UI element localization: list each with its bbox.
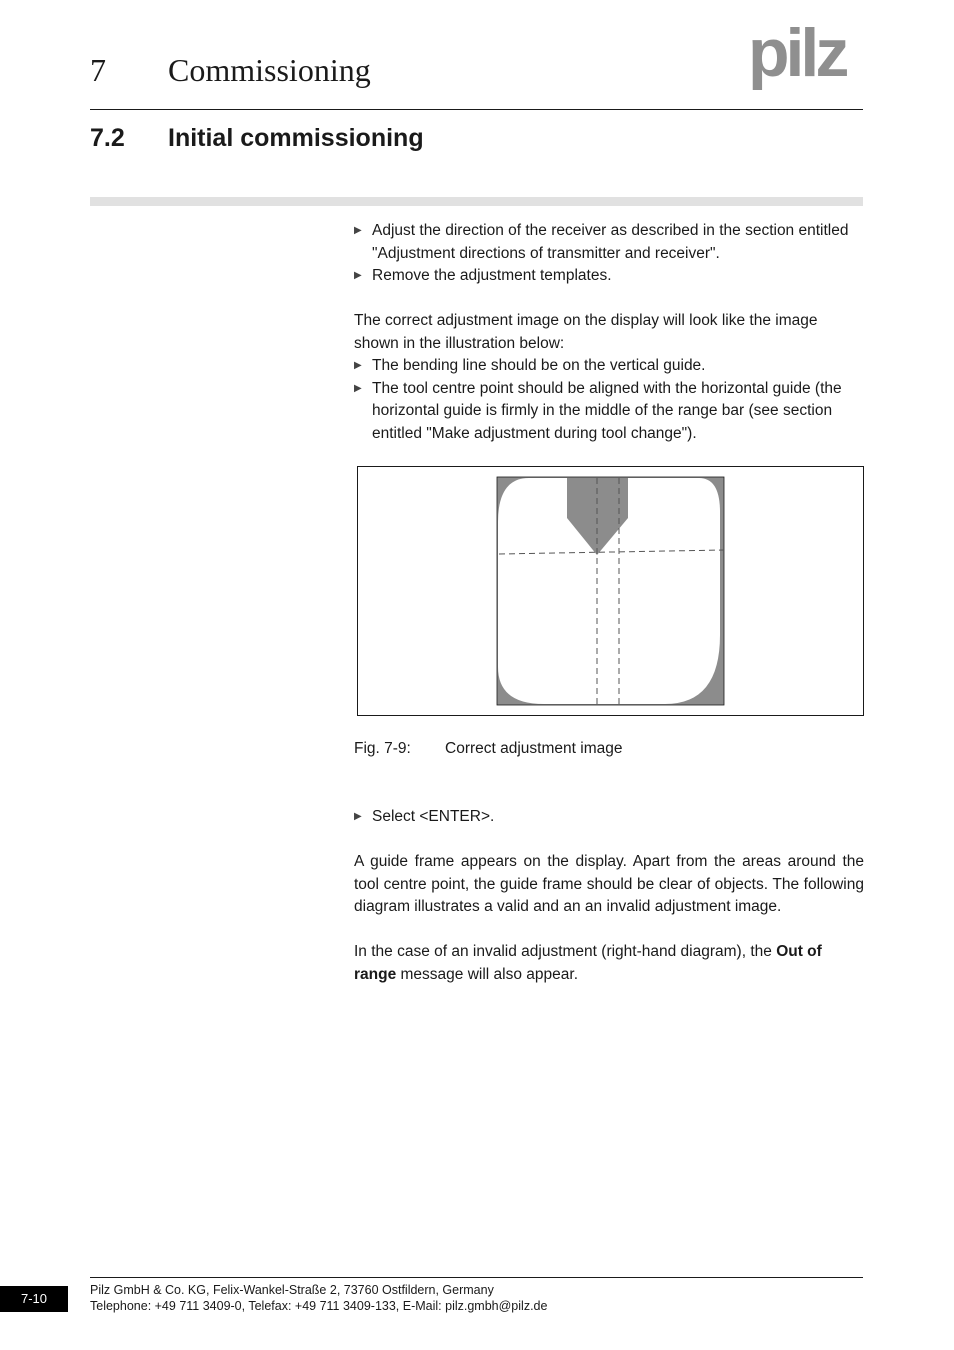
bullet-arrow-icon: ▶	[354, 360, 362, 371]
list-item	[354, 265, 864, 288]
paragraph-text: In the case of an invalid adjustment (right-hand diagram), the	[354, 943, 777, 960]
footer-contact: Telephone: +49 711 3409-0, Telefax: +49 711 3409-133, E-Mail: pilz.gmbh@pilz.de	[90, 1299, 548, 1313]
figure-frame	[357, 466, 864, 716]
footer-address: Pilz GmbH & Co. KG, Felix-Wankel-Straße 2, 73760 Ostfildern, Germany	[90, 1283, 494, 1297]
adjustment-image-diagram	[358, 467, 863, 715]
paragraph	[354, 941, 864, 986]
section-number: 7.2	[90, 124, 125, 152]
section-divider-bar	[90, 197, 863, 206]
footer-rule	[90, 1277, 863, 1278]
bullet-list-1	[354, 220, 864, 288]
header-rule	[90, 109, 863, 110]
chapter-title: Commissioning	[168, 52, 371, 88]
bullet-list-3	[354, 806, 864, 829]
list-item	[354, 378, 864, 446]
section-title: Initial commissioning	[168, 124, 424, 152]
list-item	[354, 220, 864, 265]
bullet-arrow-icon: ▶	[354, 225, 362, 236]
logo-text: pilz	[748, 26, 846, 91]
pilz-logo	[746, 26, 866, 96]
bullet-text: Adjust the direction of the receiver as described in the section entitled "Adjustment directions of transmitter and receiver".	[372, 222, 849, 262]
paragraph-text: message will also appear.	[396, 965, 579, 983]
paragraph-block-1	[354, 310, 864, 445]
bullet-arrow-icon: ▶	[354, 811, 362, 822]
page-number: 7-10	[0, 1286, 68, 1312]
figure-caption: Correct adjustment image	[445, 740, 623, 757]
paragraph: The correct adjustment image on the display will look like the image shown in the illustration below:	[354, 312, 818, 352]
list-item	[354, 355, 864, 378]
paragraph-block-2	[354, 851, 864, 919]
chapter-number: 7	[90, 52, 106, 88]
paragraph: A guide frame appears on the display. Apart from the areas around the tool centre point, the guide frame should be clear of objects. The following diagram illustrates a valid and an an invalid adjustment image.	[354, 853, 864, 915]
message-name: Out of range	[354, 943, 822, 983]
figure-label: Fig. 7-9:	[354, 740, 411, 757]
list-item	[354, 806, 864, 829]
bullet-arrow-icon: ▶	[354, 382, 362, 394]
bullet-arrow-icon: ▶	[354, 270, 362, 281]
paragraph-block-3	[354, 941, 864, 986]
bullet-text: Select <ENTER>.	[372, 808, 495, 825]
bullet-text: Remove the adjustment templates.	[372, 267, 612, 284]
bullet-text: The tool centre point should be aligned with the horizontal guide (the horizontal guide is firmly in the middle of the range bar (see section entitled "Make adjustment during tool change").	[372, 379, 842, 442]
bullet-text: The bending line should be on the vertical guide.	[372, 357, 706, 374]
